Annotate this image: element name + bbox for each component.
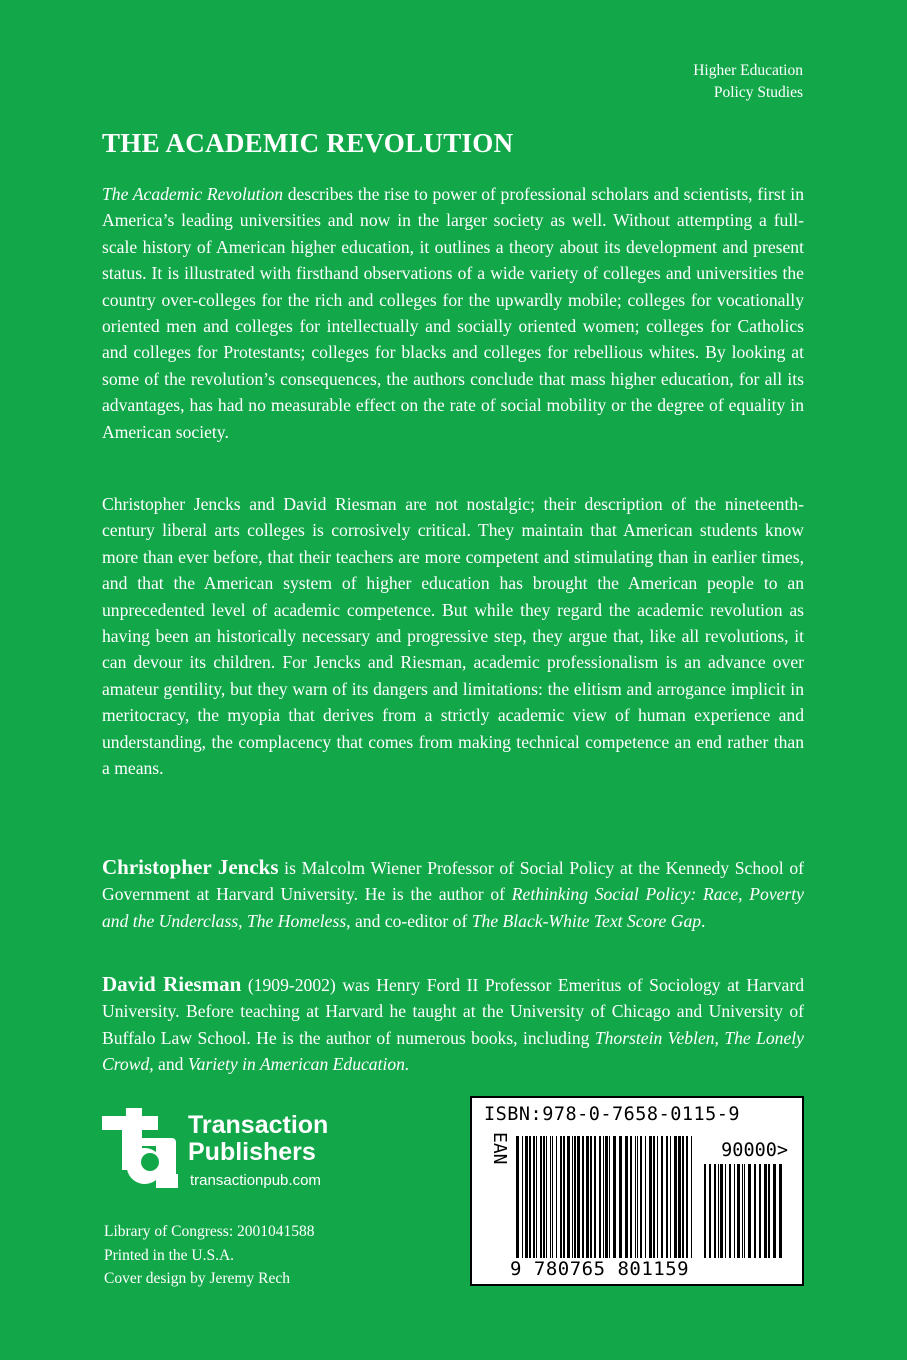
barcode-bar [637,1136,638,1258]
barcode-bar [734,1164,735,1258]
barcode-bar [594,1136,596,1258]
author-bio-riesman [102,971,804,1078]
publisher-url: transactionpub.com [190,1172,321,1189]
bio-text: , and co-editor of [346,910,472,931]
series-label [693,60,803,104]
price-code: 90000> [721,1140,788,1161]
barcode-bar [577,1136,580,1258]
barcode-bar [670,1136,671,1258]
cover-design-credit: Cover design by Jeremy Rech [104,1270,290,1287]
barcode-bar [582,1136,584,1258]
barcode-bar [619,1136,622,1258]
transaction-logo-icon [100,1108,178,1190]
series-line-2: Policy Studies [713,84,803,101]
barcode-bar [653,1136,655,1258]
bio-book-title: Thorstein Veblen, The Lonely Crowd, [102,1027,804,1075]
description-paragraph-2: Christopher Jencks and David Riesman are not nostalgic; their description of the nineteenth-century liberal arts colleges is corrosively critical. They maintain that American students know more than ever before, that their teachers are more competent and stimulating than in earlier times, and that the American system of higher education has brought the American people to an unprecedented level of academic competence. But while they regard the academic revolution as having been an historically necessary and progressive step, they argue that, like all revolutions, it can devour its children. For Jencks and Riesman, academic professionalism is an advance over amateur gentility, but they warn of its dangers and limitations: the elitism and arrogance implicit in meritocracy, the myopia that derives from a strictly academic view of human experience and understanding, the complacency that comes from making technical competence an end rather than a means. [102,494,804,779]
barcode-bar [725,1164,726,1258]
barcode-bar [630,1136,632,1258]
author-name-jencks: Christopher Jencks [102,855,279,879]
barcode-bar [572,1136,573,1258]
barcode-bar [674,1136,677,1258]
barcode-bar [661,1136,663,1258]
barcode-bar [609,1136,610,1258]
barcode-bar [536,1136,537,1258]
barcode-bar [764,1164,767,1258]
barcode-bar [560,1136,562,1258]
publisher-name [188,1112,328,1166]
barcode-bar [599,1136,601,1258]
barcode-bar [525,1136,528,1258]
author-bio-jencks [102,854,804,934]
bio-text: (1909-2002) was Henry Ford II Professor Emeritus of Sociology at Harvard University. Before teaching at Harvard he taught at the University of Chicago and University of Buffalo Law School. He is the author of numerous books, including [102,975,804,1048]
barcode-bar [768,1164,770,1258]
barcode-bar [718,1164,719,1258]
author-name-riesman: David Riesman [102,972,242,996]
barcode-bar [691,1136,692,1258]
barcode-bar [779,1164,782,1258]
barcode-bar [590,1136,592,1258]
barcode-bar [666,1136,668,1258]
barcode-bar [742,1164,743,1258]
library-of-congress: Library of Congress: 2001041588 [104,1223,315,1240]
bio-text: . [701,910,706,931]
barcode-bar [522,1136,523,1258]
barcode-bar [678,1136,681,1258]
barcode-bar [625,1136,628,1258]
series-line-1: Higher Education [693,62,803,79]
barcode-bar [640,1136,642,1258]
bio-book-title: Variety in American Education. [187,1054,410,1075]
barcode-bar [686,1136,688,1258]
barcode-bar [613,1136,616,1258]
barcode-bars-icon [516,1136,696,1258]
barcode-bar [748,1164,751,1258]
barcode-bar [605,1136,608,1258]
bio-text: and [153,1054,188,1075]
bio-book-title: Rethinking Social Policy: Race, Poverty and the Underclass, The Homeless [102,884,804,931]
barcode-bar [563,1136,565,1258]
imprint-info [104,1220,315,1291]
barcode-bar [682,1136,684,1258]
barcode-bar [603,1136,604,1258]
publisher-block [100,1108,370,1190]
ean-label: EAN [489,1132,510,1165]
barcode-bar [759,1164,761,1258]
printed-in: Printed in the U.S.A. [104,1246,235,1264]
barcode-bar [754,1164,756,1258]
bio-book-title: The Black-White Text Score Gap [471,910,702,931]
isbn-barcode [470,1096,804,1286]
barcode-bar [645,1136,646,1258]
barcode-bar [773,1164,776,1258]
barcode-bar [649,1136,652,1258]
book-title: THE ACADEMIC REVOLUTION [102,128,514,158]
ean-digits: 9 780765 801159 [510,1258,690,1280]
barcode-bar [540,1136,542,1258]
barcode-bar [737,1164,740,1258]
bio-text: is Malcolm Wiener Professor of Social Policy at the Kennedy School of Government at Harvard University. He is the author of [102,858,804,905]
barcode-bar [714,1164,716,1258]
isbn-number: ISBN:978-0-7658-0115-9 [484,1104,741,1125]
barcode-bar [550,1136,551,1258]
barcode-bar [657,1136,658,1258]
publisher-name-line-2: Publishers [188,1138,316,1166]
addon-barcode-bars-icon [704,1164,788,1258]
barcode-bar [635,1136,636,1258]
barcode-bar [533,1136,535,1258]
barcode-bar [543,1136,545,1258]
barcode-bar [744,1164,745,1258]
description-paragraph-1-text: describes the rise to power of professional scholars and scientists, first in America’s leading universities and now in the larger society as well. Without attempting a full-scale history of American higher education, it outlines a theory about its development and present status. It is illustrated with firsthand observations of a wide variety of colleges and universities the country over-colleges for the rich and colleges for the upwardly mobile; colleges for vocationally oriented men and colleges for intellectually and socially oriented women; colleges for Catholics and colleges for Protestants; colleges for blacks and colleges for rebellious whites. By looking at some of the revolution’s consequences, the authors conclude that mass higher education, for all its advantages, has had no measurable effect on the rate of social mobility or the degree of equality in American society. [102,184,804,442]
barcode-bar [546,1136,547,1258]
barcode-bar [556,1136,557,1258]
barcode-bar [709,1164,711,1258]
barcode-bar [552,1136,553,1258]
barcode-bar [704,1164,706,1258]
barcode-bar [574,1136,576,1258]
barcode-bar [586,1136,589,1258]
barcode-bar [516,1136,519,1258]
barcode-bar [729,1164,731,1258]
book-title-italic: The Academic Revolution [102,184,284,204]
barcode-bar [567,1136,570,1258]
description-paragraph-1 [102,181,804,445]
barcode-bar [529,1136,531,1258]
barcode-bar [720,1164,723,1258]
publisher-name-line-1: Transaction [188,1111,329,1139]
